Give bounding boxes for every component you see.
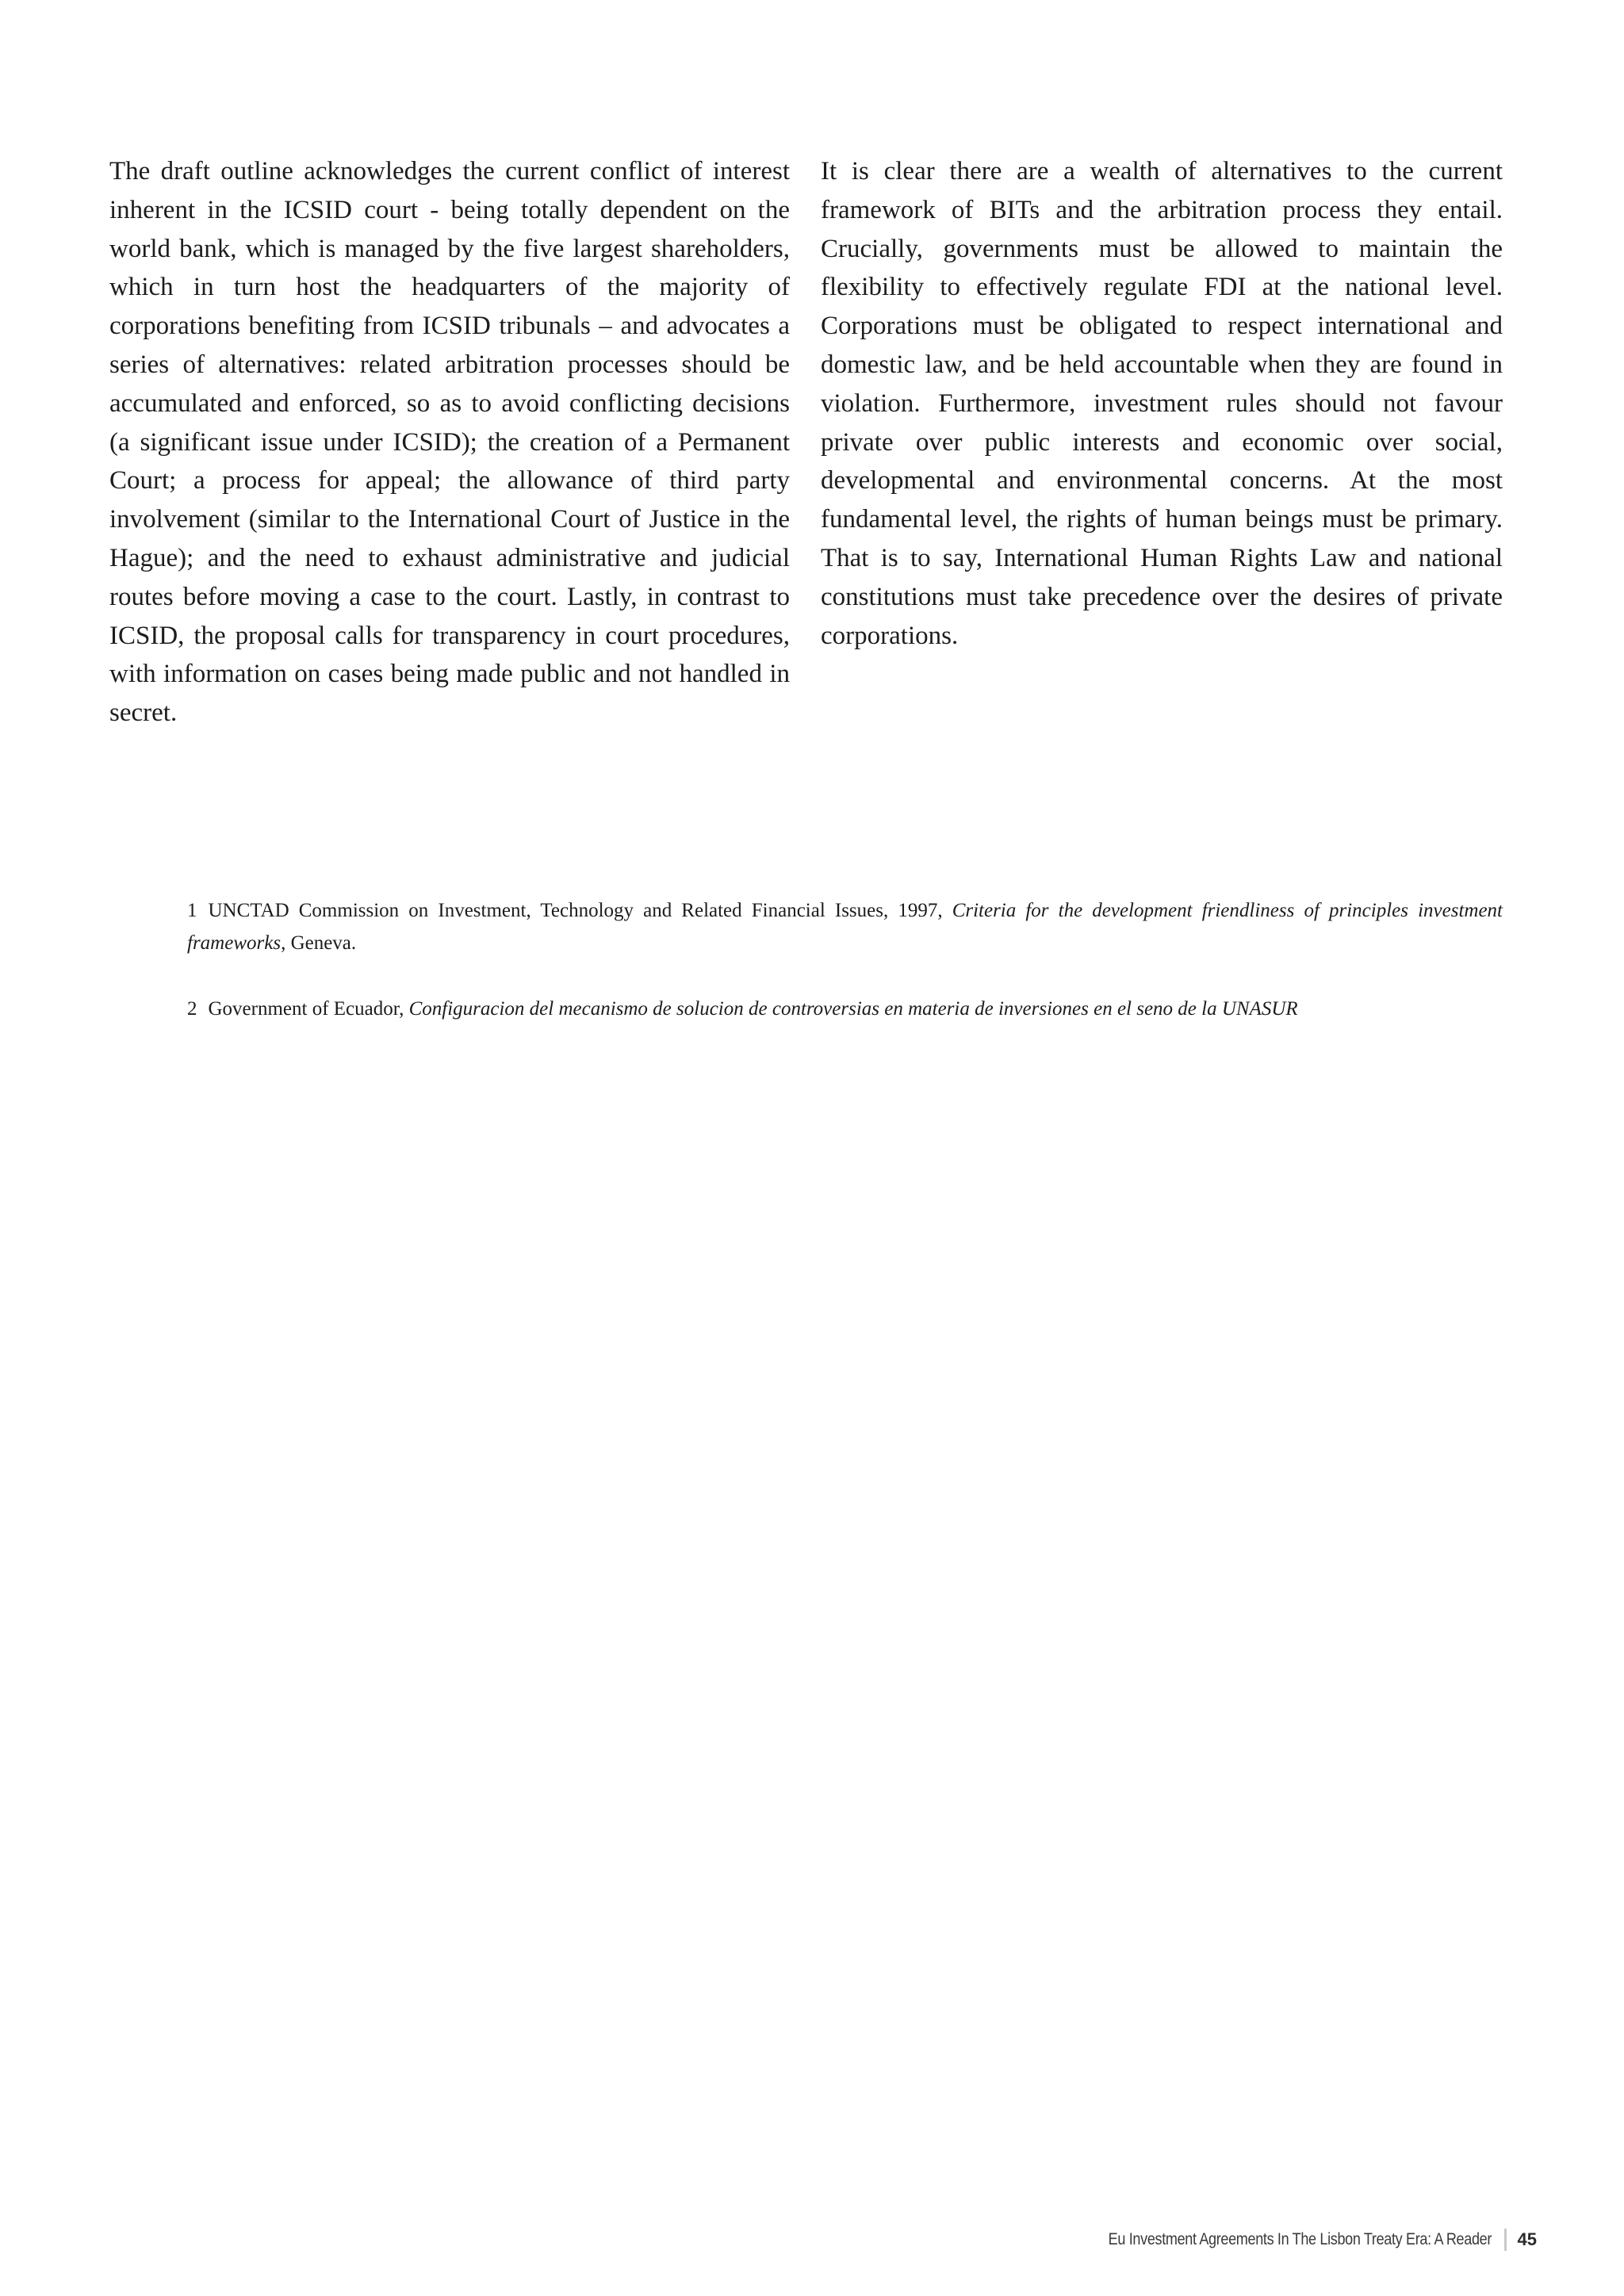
running-title: Eu Investment Agreements In The Lisbon Treaty Era: A Reader	[1108, 2230, 1492, 2248]
footnote-text-end: , Geneva.	[281, 932, 357, 954]
body-column-left: The draft outline acknowledges the current conflict of interest inherent in the ICSID court - being totally dependent on the world bank, which is managed by the five largest shareholders, which in turn host the headquarters of the majority of corporations benefiting from ICSID tribunals – and advocates a series of alternatives: related arbitration processes should be accumulated and enforced, so as to avoid conflicting decisions (a significant issue under ICSID); the creation of a Permanent Court; a process for appeal; the allowance of third party involvement (similar to the International Court of Justice in the Hague); and the need to exhaust administrative and judicial routes before moving a case to the court. Lastly, in contrast to ICSID, the proposal calls for transparency in court procedures, with information on cases being made public and not handled in secret.	[109, 157, 790, 728]
footnote-2	[187, 993, 1503, 1025]
footnote-text: UNCTAD Commission on Investment, Technology and Related Financial Issues, 1997,	[208, 900, 952, 921]
footnote-title: Criteria for the development friendliness of principles investment frameworks	[187, 900, 1503, 954]
footnote-title: Configuracion del mecanismo de solucion de controversias en materia de inversiones en el seno de la UNASUR	[408, 998, 1298, 1020]
page-number: 45	[1517, 2229, 1537, 2249]
footer-divider	[1504, 2229, 1507, 2251]
footnote-text: Government of Ecuador,	[208, 998, 409, 1020]
footnote-number: 1	[187, 900, 197, 921]
footnote-1	[187, 894, 1503, 959]
page-footer	[1046, 2226, 1538, 2253]
body-column-right: It is clear there are a wealth of alternatives to the current framework of BITs and the arbitration process they entail. Crucially, governments must be allowed to maintain the flexibility to effectively regulate FDI at the national level. Corporations must be obligated to respect international and domestic law, and be held accountable when they are found in violation. Furthermore, investment rules should not favour private over public interests and economic over social, developmental and environmental concerns. At the most fundamental level, the rights of human beings must be primary. That is to say, International Human Rights Law and national constitutions must take precedence over the desires of private corporations.	[821, 157, 1503, 650]
footnote-number: 2	[187, 998, 197, 1020]
footnotes-section	[187, 894, 1503, 1058]
